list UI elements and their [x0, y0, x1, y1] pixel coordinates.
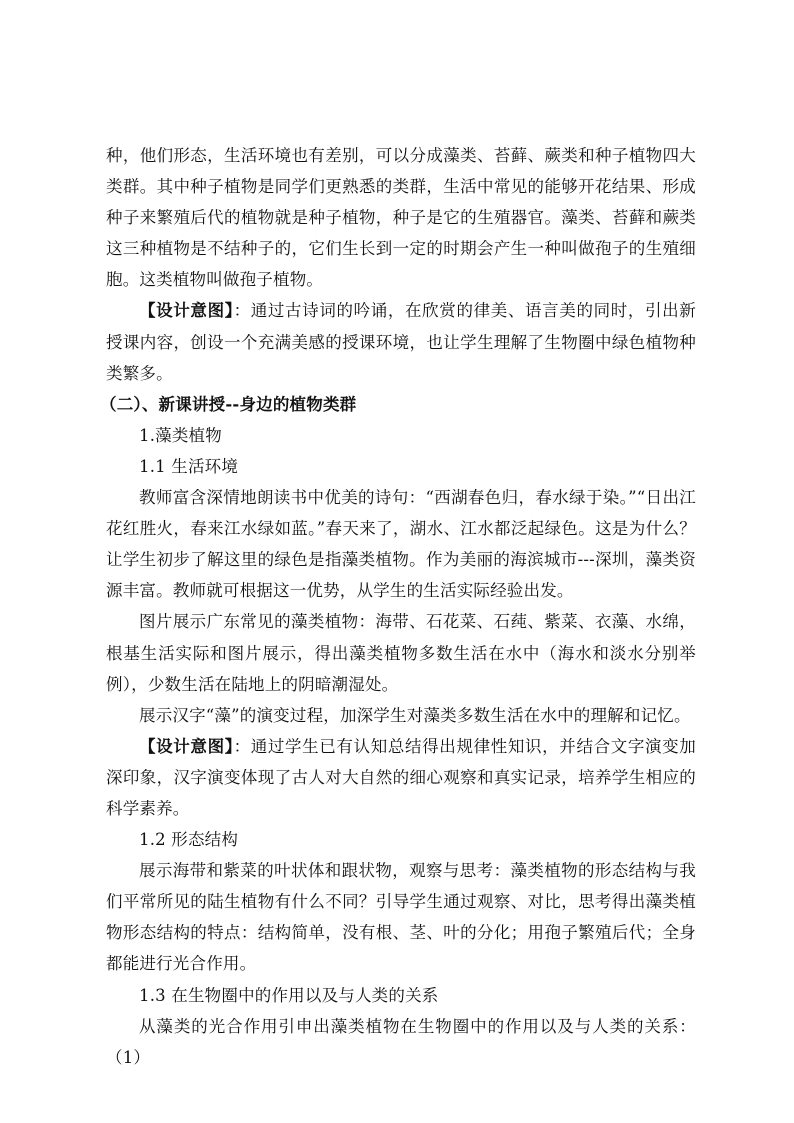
- paragraph-morphology: 展示海带和紫菜的叶状体和跟状物，观察与思考：藻类植物的形态结构与我们平常所见的陆生植物有什么不同？引导学生通过观察、对比，思考得出藻类植物形态结构的特点：结构简单，没有根、茎、叶的分化；用孢子繁殖后代；全身都能进行光合作用。: [106, 861, 696, 974]
- design-intent-text: ：通过学生已有认知总结得出规律性知识，并结合文字演变加深印象，汉字演变体现了古人对大自然的细心观察和真实记录，培养学生相应的科学素养。: [106, 736, 696, 818]
- paragraph-poem-reading: 教师富含深情地朗读书中优美的诗句：“西湖春色归，春水绿于染。”“日出江花红胜火，春来江水绿如蓝。”春天来了，湖水、江水都泛起绿色。这是为什么？让学生初步了解这里的绿色是指藻类植物。作为美丽的海滨城市---深圳，藻类资源丰富。教师就可根据这一优势，从学生的生活实际经验出发。: [106, 488, 696, 601]
- paragraph-character-evolution: 展示汉字“藻”的演变过程，加深学生对藻类多数生活在水中的理解和记忆。: [139, 705, 691, 725]
- subheading-morphology: 1.2 形态结构: [139, 830, 239, 850]
- design-intent-text: ：通过古诗词的吟诵，在欣赏的律美、语言美的同时，引出新授课内容，创设一个充满美感的授课环境，也让学生理解了生物圈中绿色植物种类繁多。: [106, 301, 696, 383]
- paragraph-plant-groups: 种，他们形态，生活环境也有差别，可以分成藻类、苔藓、蕨类和种子植物四大类群。其中种子植物是同学们更熟悉的类群，生活中常见的能够开花结果、形成种子来繁殖后代的植物就是种子植物，种子是它的生殖器官。藻类、苔藓和蕨类这三种植物是不结种子的，它们生长到一定的时期会产生一种叫做孢子的生殖细胞。这类植物叫做孢子植物。: [106, 146, 696, 290]
- paragraph-photosynthesis: 从藻类的光合作用引申出藻类植物在生物圈中的作用以及与人类的关系：（1）: [106, 1016, 696, 1067]
- subheading-algae: 1.藻类植物: [139, 425, 222, 445]
- design-intent-label: 【设计意图】: [139, 736, 234, 756]
- paragraph-algae-images: 图片展示广东常见的藻类植物：海带、石花菜、石莼、紫菜、衣藻、水绵，根基生活实际和图片展示，得出藻类植物多数生活在水中（海水和淡水分别举例），少数生活在陆地上的阴暗潮湿处。: [106, 612, 696, 694]
- subheading-role: 1.3 在生物圈中的作用以及与人类的关系: [139, 985, 439, 1005]
- subheading-habitat: 1.1 生活环境: [139, 456, 239, 476]
- section-heading-new-lesson: （二）、新课讲授--身边的植物类群: [100, 394, 357, 414]
- paragraph-design-intent-1: [106, 295, 696, 388]
- document-body: [100, 140, 696, 1073]
- paragraph-design-intent-2: [106, 731, 696, 824]
- design-intent-label: 【设计意图】: [139, 301, 234, 321]
